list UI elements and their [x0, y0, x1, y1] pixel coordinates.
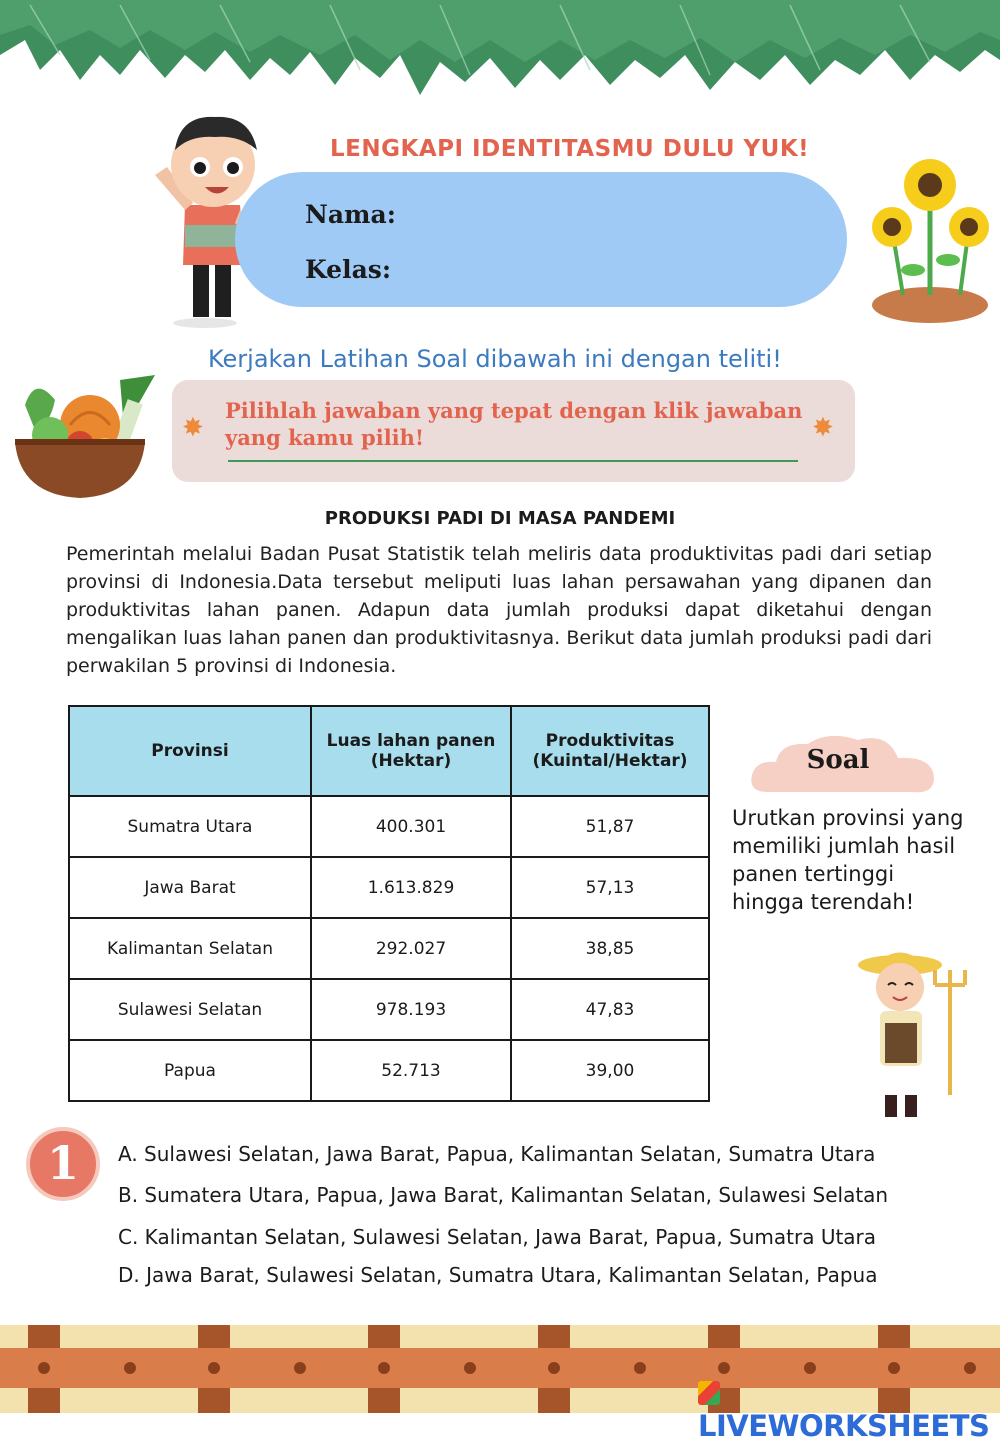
table-cell: 1.613.829: [311, 857, 511, 918]
production-table: [68, 705, 710, 1102]
table-cell: 39,00: [511, 1040, 709, 1101]
identity-card: [235, 172, 847, 307]
liveworksheets-logo[interactable]: [698, 1375, 1000, 1443]
vegetable-basket-illustration: [5, 370, 165, 505]
table-cell: Sumatra Utara: [69, 796, 311, 857]
table-cell: 47,83: [511, 979, 709, 1040]
logo-icon: [698, 1381, 720, 1405]
answer-option-b[interactable]: B. Sumatera Utara, Papua, Jawa Barat, Kalimantan Selatan, Sulawesi Selatan: [118, 1183, 889, 1207]
table-row: [69, 796, 709, 857]
answer-option-c[interactable]: C. Kalimantan Selatan, Sulawesi Selatan, Jawa Barat, Papua, Sumatra Utara: [118, 1225, 877, 1249]
table-header: Luas lahan panen (Hektar): [311, 706, 511, 796]
question-number-badge: 1: [26, 1127, 100, 1201]
logo-text: LIVEWORKSHEETS: [698, 1409, 990, 1443]
instruction-text: Pilihlah jawaban yang tepat dengan klik jawaban yang kamu pilih!: [225, 398, 803, 450]
soal-label: Soal: [806, 745, 870, 775]
class-field-label[interactable]: Kelas:: [305, 255, 392, 284]
table-cell: Papua: [69, 1040, 311, 1101]
article-title: PRODUKSI PADI DI MASA PANDEMI: [324, 508, 676, 529]
table-header-row: [69, 706, 709, 796]
table-row: [69, 979, 709, 1040]
table-row: [69, 857, 709, 918]
table-cell: 57,13: [511, 857, 709, 918]
name-field-label[interactable]: Nama:: [305, 200, 396, 229]
table-row: [69, 918, 709, 979]
table-cell: Sulawesi Selatan: [69, 979, 311, 1040]
table-header: Provinsi: [69, 706, 311, 796]
farmer-illustration: [855, 945, 980, 1125]
table-cell: Jawa Barat: [69, 857, 311, 918]
table-cell: 51,87: [511, 796, 709, 857]
table-cell: 38,85: [511, 918, 709, 979]
divider-line: [228, 460, 798, 462]
leaves-decoration: [0, 0, 1000, 110]
table-cell: 400.301: [311, 796, 511, 857]
table-row: [69, 1040, 709, 1101]
answer-option-a[interactable]: A. Sulawesi Selatan, Jawa Barat, Papua, Kalimantan Selatan, Sumatra Utara: [118, 1142, 876, 1166]
soal-text: Urutkan provinsi yang memiliki jumlah hasil panen tertinggi hingga terendah!: [732, 806, 964, 914]
table-header: Produktivitas (Kuintal/Hektar): [511, 706, 709, 796]
sunflower-illustration: [868, 155, 993, 325]
table-cell: 52.713: [311, 1040, 511, 1101]
article-paragraph: Pemerintah melalui Badan Pusat Statistik telah meliris data produktivitas padi dari setiap provinsi di Indonesia.Data tersebut meliputi luas lahan persawahan yang dipanen dan produktivitas lahan panen. Adapun data jumlah produksi dapat diketahui dengan mengalikan luas lahan panen dan produktivitasnya. Berikut data jumlah produksi padi dari perwakilan 5 provinsi di Indonesia.: [66, 543, 932, 677]
answer-option-d[interactable]: D. Jawa Barat, Sulawesi Selatan, Sumatra Utara, Kalimantan Selatan, Papua: [118, 1263, 878, 1287]
table-cell: 292.027: [311, 918, 511, 979]
star-icon: ✸: [812, 413, 834, 443]
table-cell: 978.193: [311, 979, 511, 1040]
instruction-title: Kerjakan Latihan Soal dibawah ini dengan teliti!: [208, 345, 782, 373]
star-icon: ✸: [182, 413, 204, 443]
table-cell: Kalimantan Selatan: [69, 918, 311, 979]
identity-title: LENGKAPI IDENTITASMU DULU YUK!: [330, 136, 810, 162]
